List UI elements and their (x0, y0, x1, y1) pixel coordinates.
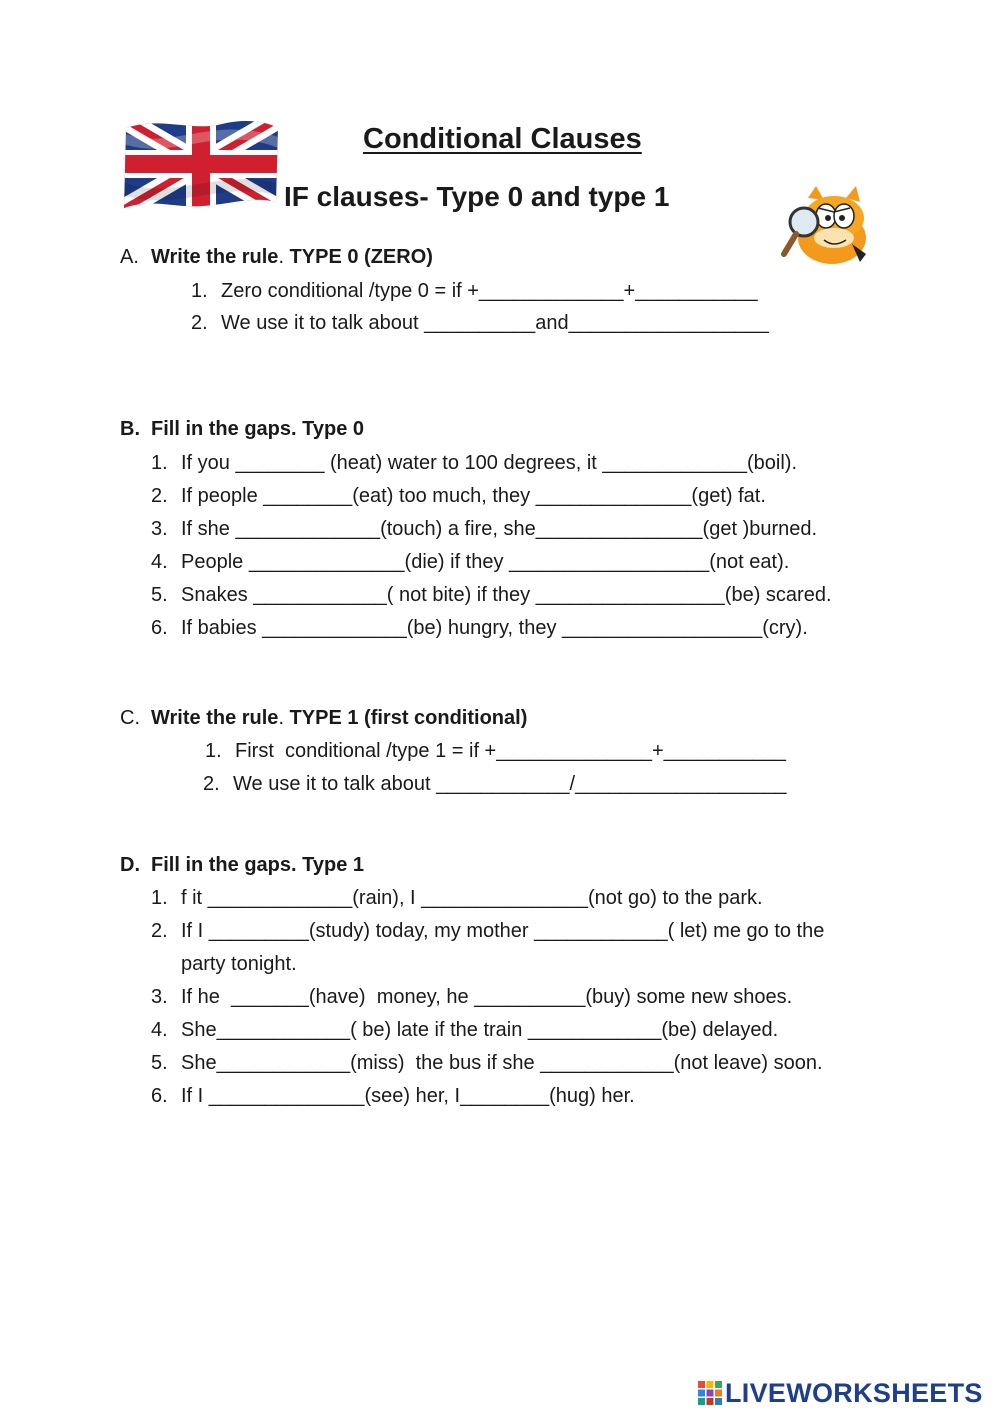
section-letter: D. (120, 854, 140, 876)
item-number: 3. (151, 518, 168, 540)
item-number: 1. (151, 452, 168, 474)
item-number: 2. (191, 312, 208, 334)
liveworksheets-logo (697, 1378, 983, 1408)
list-item (151, 1085, 635, 1108)
liveworksheets-logo-text: LIVEWORKSHEETS (725, 1377, 983, 1408)
item-text: If I _________(study) today, my mother ____________( let) me go to the (181, 920, 825, 942)
item-number: 2. (203, 773, 220, 795)
list-item (191, 312, 769, 335)
item-number: 1. (151, 887, 168, 909)
item-number: 4. (151, 551, 168, 573)
item-number: 1. (205, 740, 222, 762)
page-subtitle: IF clauses- Type 0 and type 1 (284, 181, 670, 212)
union-jack-flag-icon (122, 118, 280, 210)
list-item (151, 518, 817, 541)
list-item (151, 584, 832, 607)
section-heading-rest: TYPE 1 (first conditional) (284, 707, 528, 729)
item-text: If babies _____________(be) hungry, they __________________(cry). (181, 617, 808, 639)
item-number: 3. (151, 986, 168, 1008)
item-text: We use it to talk about __________and__________________ (221, 312, 769, 334)
list-item-continuation (181, 953, 297, 976)
item-text: We use it to talk about ____________/___________________ (233, 773, 787, 795)
item-text: If I ______________(see) her, I________(hug) her. (181, 1085, 635, 1107)
item-text: Snakes ____________( not bite) if they _________________(be) scared. (181, 584, 832, 606)
list-item (151, 1019, 778, 1042)
item-text: People ______________(die) if they __________________(not eat). (181, 551, 790, 573)
section-heading-dot: . (278, 707, 284, 729)
liveworksheets-logo-icon (697, 1380, 723, 1406)
list-item (205, 740, 786, 763)
item-number: 5. (151, 584, 168, 606)
item-text: Zero conditional /type 0 = if +_____________+___________ (221, 280, 758, 302)
section-heading-dot: . (278, 246, 284, 268)
item-text: She____________( be) late if the train ____________(be) delayed. (181, 1019, 779, 1041)
item-text: If he _______(have) money, he __________(buy) some new shoes. (181, 986, 793, 1008)
list-item (151, 887, 763, 910)
item-text: If people ________(eat) too much, they ______________(get) fat. (181, 485, 766, 507)
item-number: 5. (151, 1052, 168, 1074)
item-text: party tonight. (181, 953, 297, 975)
section-letter: C. (120, 707, 140, 729)
list-item (151, 551, 789, 574)
list-item (151, 485, 766, 508)
item-text: If she _____________(touch) a fire, she_______________(get )burned. (181, 518, 818, 540)
item-number: 2. (151, 485, 168, 507)
list-item (151, 452, 797, 475)
item-text: First conditional /type 1 = if +______________+___________ (235, 740, 786, 762)
list-item (151, 1052, 823, 1075)
item-text: She____________(miss) the bus if she ____________(not leave) soon. (181, 1052, 823, 1074)
list-item (203, 773, 786, 796)
section-b-heading (120, 418, 364, 441)
item-number: 2. (151, 920, 168, 942)
item-number: 6. (151, 617, 168, 639)
section-c-heading (120, 707, 527, 730)
list-item (191, 280, 758, 303)
section-letter: B. (120, 418, 140, 440)
section-letter: A. (120, 246, 139, 268)
section-heading-bold: Write the rule (151, 707, 279, 729)
item-text: If you ________ (heat) water to 100 degrees, it _____________(boil). (181, 452, 797, 474)
item-number: 1. (191, 280, 208, 302)
section-heading: Fill in the gaps. Type 1 (151, 854, 364, 876)
item-number: 6. (151, 1085, 168, 1107)
cartoon-cat-with-magnifier-icon (768, 178, 876, 268)
list-item (151, 920, 824, 943)
item-text: f it _____________(rain), I _______________(not go) to the park. (181, 887, 763, 909)
item-number: 4. (151, 1019, 168, 1041)
page-title: Conditional Clauses (363, 123, 642, 155)
section-heading: Fill in the gaps. Type 0 (151, 418, 364, 440)
section-a-heading (120, 246, 433, 269)
section-d-heading (120, 854, 364, 877)
section-heading-rest: TYPE 0 (ZERO) (284, 246, 433, 268)
list-item (151, 986, 792, 1009)
section-heading-bold: Write the rule (151, 246, 279, 268)
list-item (151, 617, 808, 640)
